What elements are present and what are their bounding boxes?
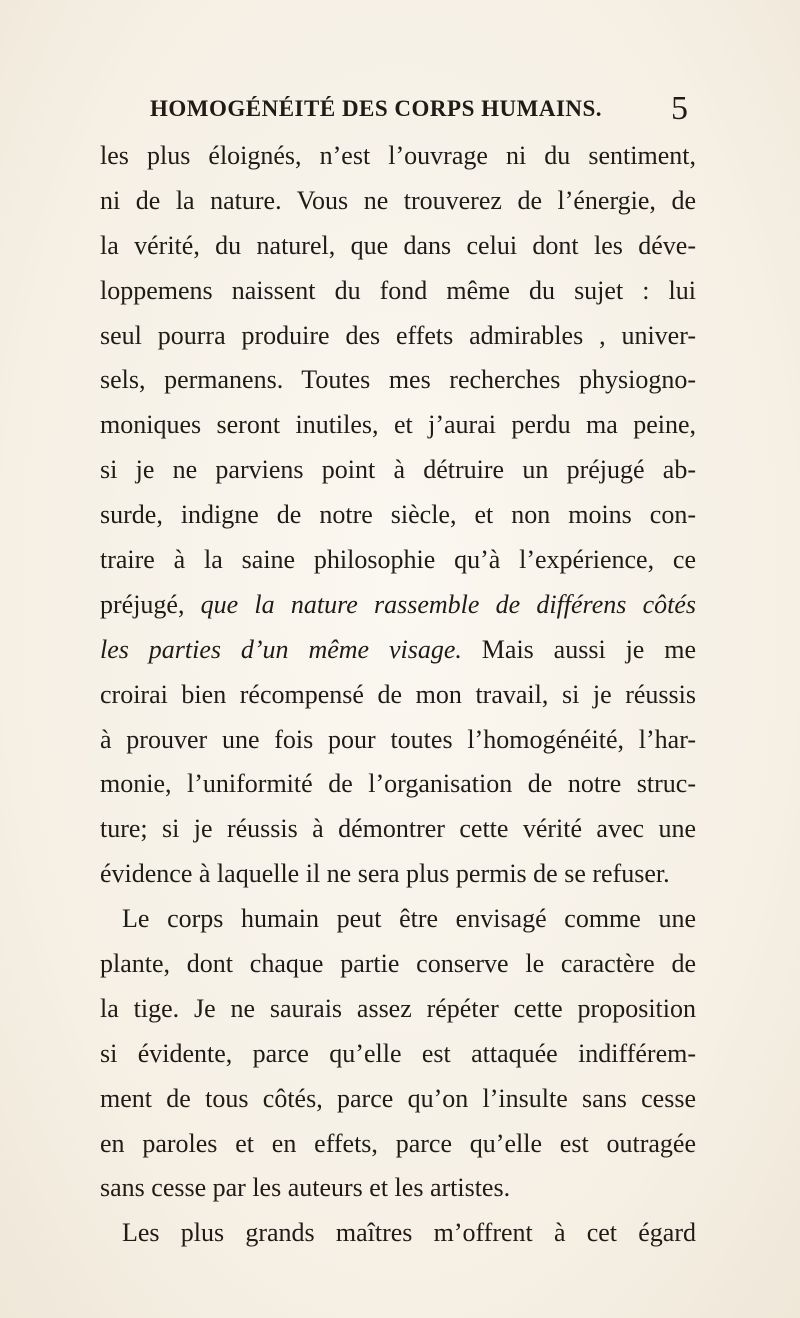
text-run: Mais aussi je me: [461, 634, 696, 664]
page-header: [150, 92, 690, 132]
text-line: sels, permanens. Toutes mes recherches physiogno-: [100, 365, 696, 395]
text-line: les plus éloignés, n’est l’ouvrage ni du sentiment,: [100, 141, 696, 170]
text-run: préjugé,: [100, 589, 201, 619]
text-line: ni de la nature. Vous ne trouverez de l’énergie, de: [100, 185, 696, 215]
text-line: monie, l’uniformité de l’organisation de notre struc-: [100, 769, 696, 799]
text-line: moniques seront inutiles, et j’aurai perdu ma peine,: [100, 410, 696, 440]
text-line: ture; si je réussis à démontrer cette vérité avec une: [100, 814, 696, 844]
text-line: traire à la saine philosophie qu’à l’expérience, ce: [100, 545, 696, 575]
page-number: 5: [671, 90, 688, 127]
italic-quote: que la nature rassemble de différens côtés: [200, 589, 696, 619]
text-line: plante, dont chaque partie conserve le caractère de: [100, 949, 696, 979]
running-head: HOMOGÉNÉITÉ DES CORPS HUMAINS.: [150, 96, 603, 121]
text-line: évidence à laquelle il ne sera plus permis de se refuser.: [100, 859, 670, 889]
text-line-mixed: [100, 583, 696, 628]
paragraph-start-line: Les plus grands maîtres m’offrent à cet égard: [122, 1218, 696, 1248]
text-line: la vérité, du naturel, que dans celui dont les déve-: [100, 230, 696, 260]
italic-quote: les parties d’un même visage.: [100, 634, 462, 664]
text-line: la tige. Je ne saurais assez répéter cette proposition: [100, 993, 696, 1023]
text-line: loppemens naissent du fond même du sujet : lui: [100, 275, 696, 305]
text-line: à prouver une fois pour toutes l’homogénéité, l’har-: [100, 724, 696, 754]
text-line: sans cesse par les auteurs et les artistes.: [100, 1173, 511, 1203]
text-line: surde, indigne de notre siècle, et non moins con-: [100, 500, 696, 530]
text-line: croirai bien récompensé de mon travail, si je réussis: [100, 679, 696, 709]
text-line: ment de tous côtés, parce qu’on l’insulte sans cesse: [100, 1083, 696, 1113]
paragraph-start-line: Le corps humain peut être envisagé comme une: [122, 904, 696, 934]
text-line-mixed: [100, 628, 696, 673]
text-line: seul pourra produire des effets admirables , univer-: [100, 320, 696, 350]
text-line: en paroles et en effets, parce qu’elle est outragée: [100, 1128, 696, 1158]
body-text: [100, 134, 696, 1256]
text-line: si évidente, parce qu’elle est attaquée indifférem-: [100, 1038, 696, 1068]
text-line: si je ne parviens point à détruire un préjugé ab-: [100, 455, 696, 485]
